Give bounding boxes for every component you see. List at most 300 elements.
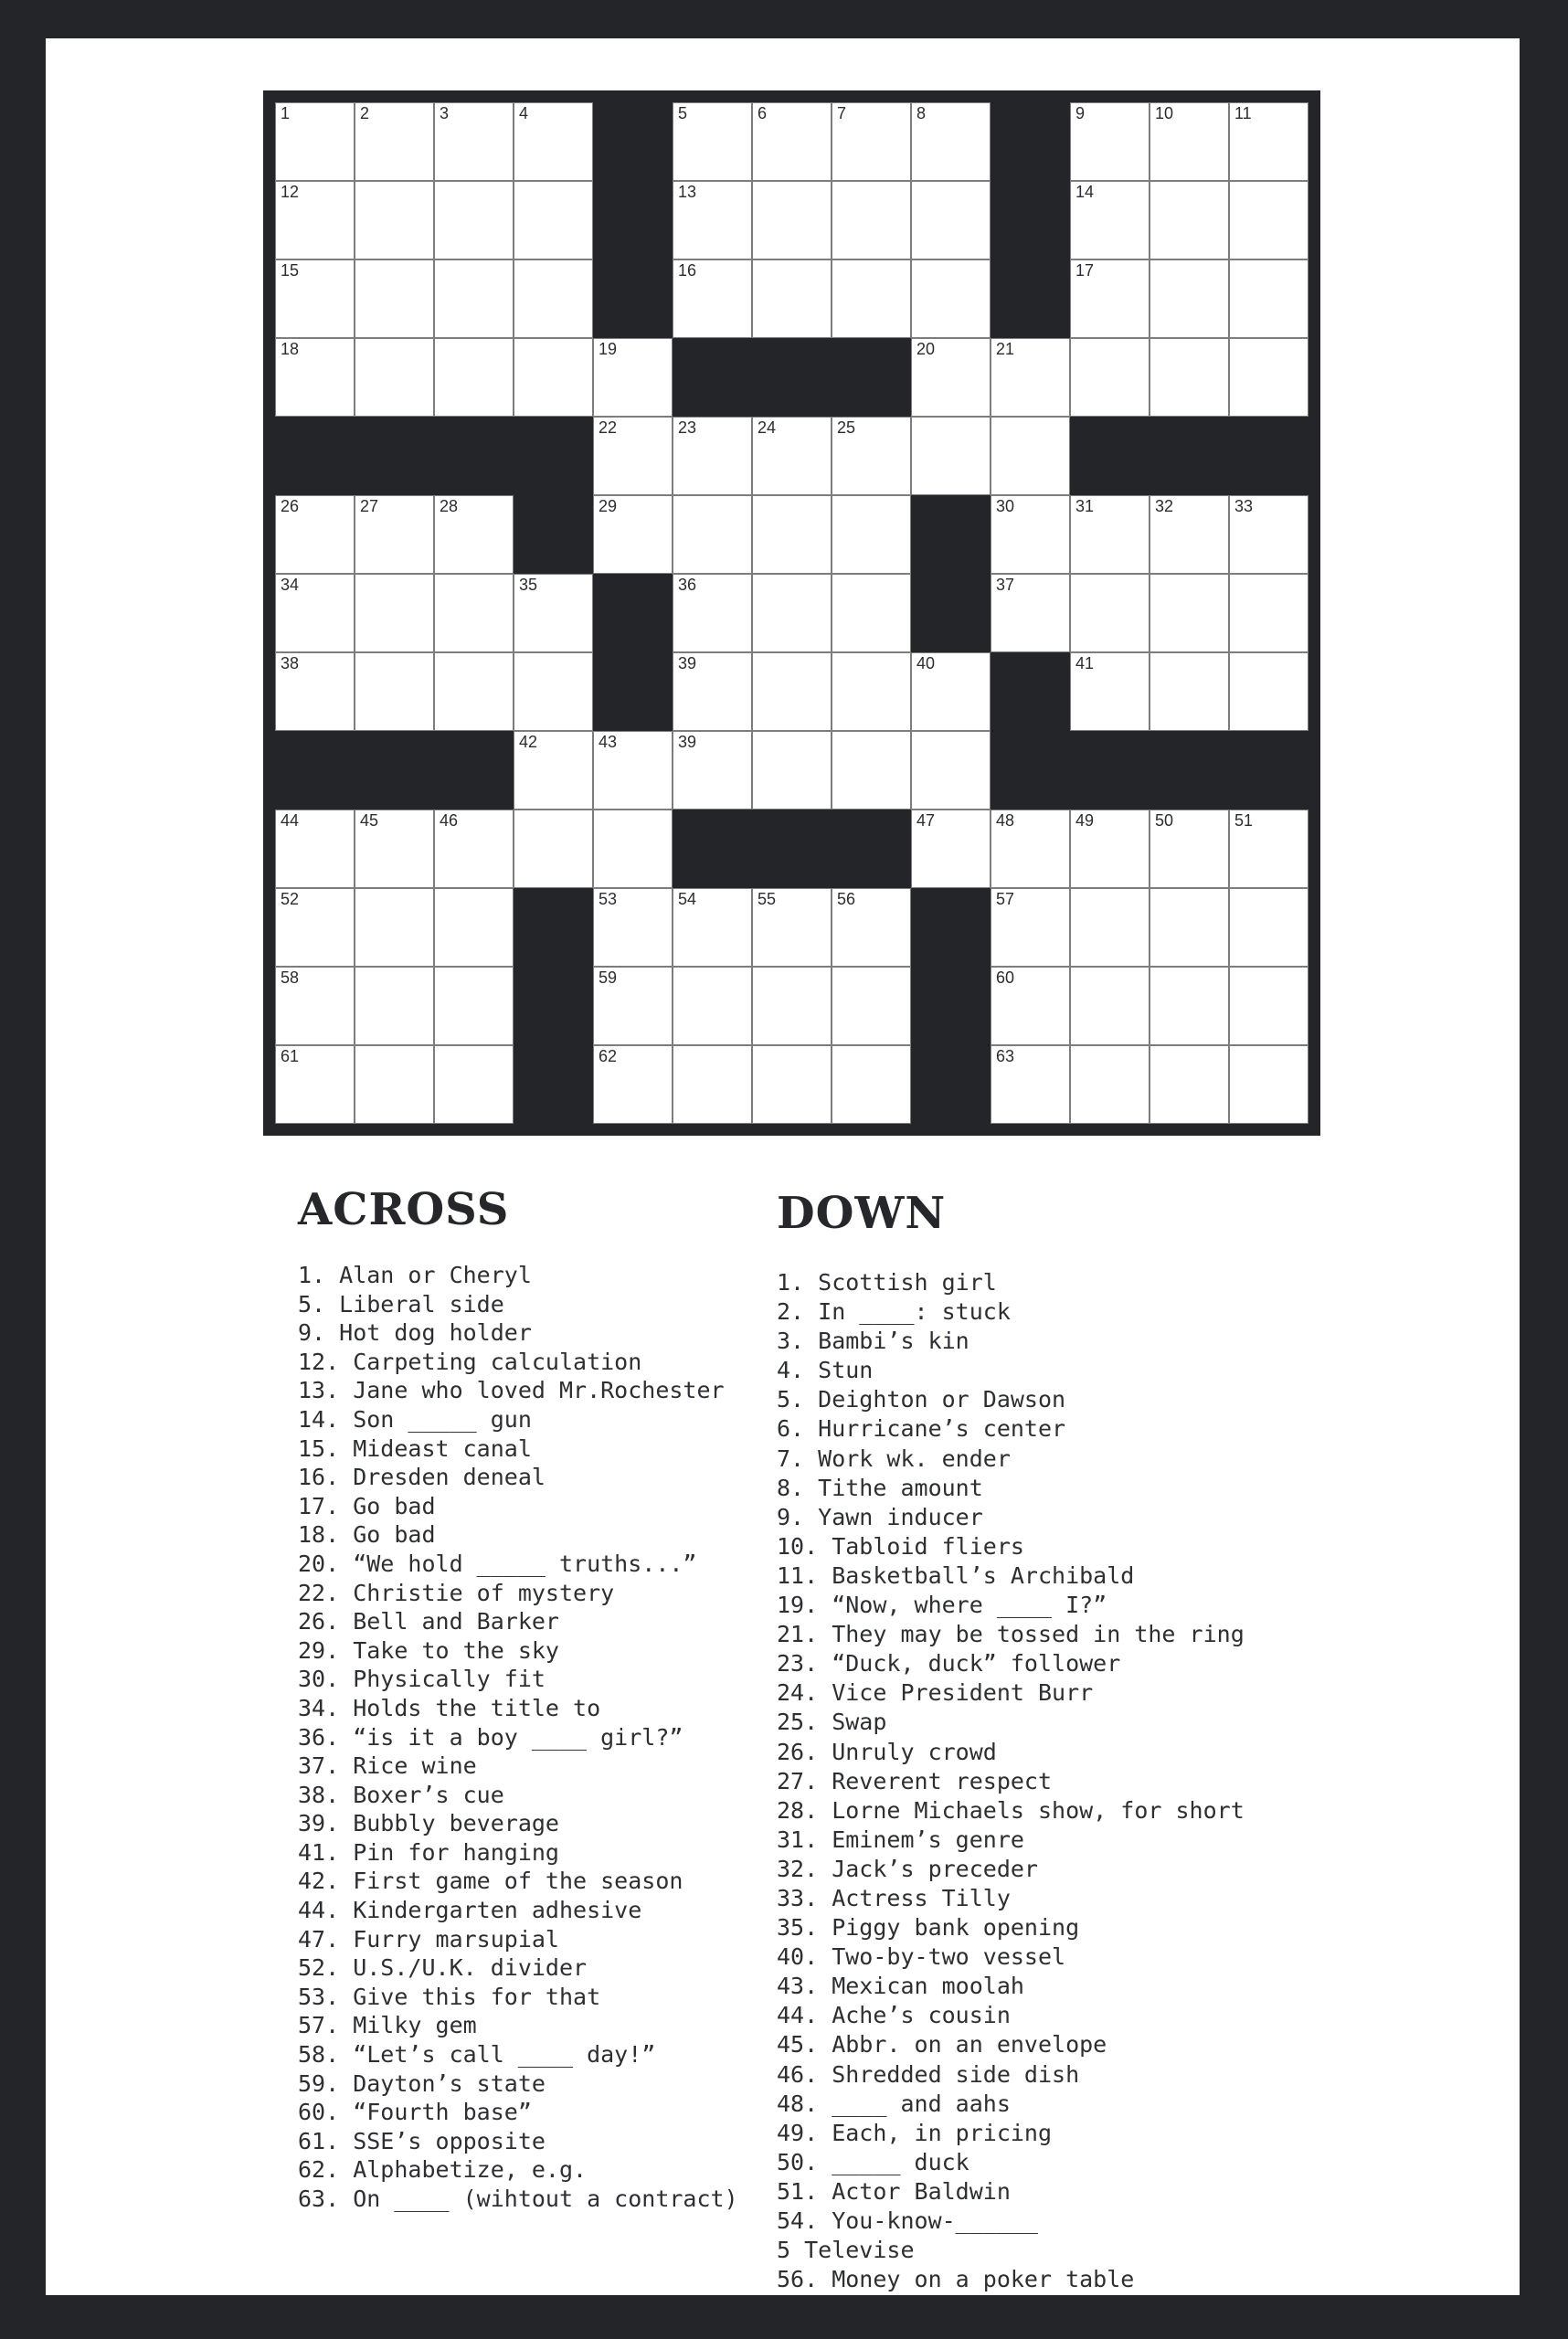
clue-item: 37. Rice wine [298, 1752, 477, 1780]
cell-number: 40 [916, 654, 936, 672]
clue-item: 5. Liberal side [298, 1290, 504, 1318]
clue-item: 57. Milky gem [298, 2012, 477, 2039]
grid-cell[interactable] [991, 417, 1070, 495]
grid-cell[interactable] [673, 574, 752, 652]
clue-item: 17. Go bad [298, 1492, 436, 1519]
clue-item: 45. Abbr. on an envelope [777, 2031, 1107, 2059]
cell-number: 12 [281, 183, 300, 201]
grid-cell[interactable] [1150, 652, 1229, 731]
grid-cell-black [911, 967, 991, 1045]
grid-cell-black [991, 731, 1070, 810]
grid-cell[interactable] [752, 495, 832, 574]
grid-cell[interactable] [673, 888, 752, 967]
grid-cell[interactable] [752, 967, 832, 1045]
grid-cell-black [1229, 417, 1308, 495]
grid-cell[interactable] [991, 338, 1070, 417]
grid-cell[interactable] [434, 574, 514, 652]
cell-number: 22 [599, 418, 618, 437]
cell-number: 30 [996, 497, 1015, 515]
grid-cell[interactable] [1229, 652, 1308, 731]
clue-item: 48. ____ and aahs [777, 2090, 1011, 2117]
grid-cell[interactable] [514, 652, 593, 731]
clue-item: 63. On ____ (wihtout a contract) [298, 2186, 738, 2212]
clue-item: 62. Alphabetize, e.g. [298, 2156, 588, 2184]
cell-number: 4 [519, 104, 529, 122]
clue-item: 31. Eminem’s genre [777, 1826, 1024, 1853]
grid-cell[interactable] [1229, 495, 1308, 574]
grid-cell[interactable] [593, 1045, 673, 1124]
cell-number: 1 [281, 104, 291, 122]
grid-cell[interactable] [673, 417, 752, 495]
clue-item: 12. Carpeting calculation [298, 1348, 642, 1375]
grid-cell[interactable] [1070, 338, 1150, 417]
grid-cell[interactable] [991, 1045, 1070, 1124]
grid-cell[interactable] [911, 652, 991, 731]
clue-item: 54. You-know-______ [777, 2207, 1038, 2234]
grid-cell[interactable] [434, 495, 514, 574]
grid-cell[interactable] [514, 102, 593, 181]
grid-cell[interactable] [752, 888, 832, 967]
clue-item: 14. Son _____ gun [298, 1405, 532, 1433]
grid-cell-black [673, 338, 752, 417]
cell-number: 17 [1075, 261, 1095, 280]
grid-cell-black [275, 731, 355, 810]
grid-cell[interactable] [752, 1045, 832, 1124]
grid-cell[interactable] [832, 967, 911, 1045]
grid-cell[interactable] [275, 888, 355, 967]
grid-cell[interactable] [832, 652, 911, 731]
clue-item: 51. Actor Baldwin [777, 2177, 1011, 2205]
clue-item: 10. Tabloid fliers [777, 1532, 1024, 1560]
grid-cell[interactable] [991, 574, 1070, 652]
clue-item: 2. In ____: stuck [777, 1298, 1011, 1326]
grid-cell-black [593, 259, 673, 338]
cell-number: 39 [678, 733, 697, 751]
cell-number: 46 [440, 811, 459, 830]
grid-cell-black [514, 417, 593, 495]
grid-cell[interactable] [355, 574, 434, 652]
grid-cell[interactable] [673, 495, 752, 574]
cell-number: 5 [678, 104, 688, 122]
cell-number: 21 [996, 340, 1015, 358]
grid-cell-black [911, 574, 991, 652]
grid-cell[interactable] [275, 810, 355, 888]
grid-cell[interactable] [832, 102, 911, 181]
cell-number: 60 [996, 968, 1015, 987]
grid-cell[interactable] [991, 967, 1070, 1045]
grid-cell[interactable] [275, 652, 355, 731]
cell-number: 63 [996, 1047, 1015, 1065]
clue-item: 27. Reverent respect [777, 1767, 1053, 1794]
grid-cell[interactable] [355, 181, 434, 259]
grid-cell[interactable] [434, 967, 514, 1045]
grid-cell[interactable] [832, 259, 911, 338]
cell-number: 28 [440, 497, 459, 515]
grid-cell[interactable] [673, 731, 752, 810]
cell-number: 54 [678, 890, 697, 908]
cell-number: 2 [360, 104, 370, 122]
grid-cell[interactable] [1150, 102, 1229, 181]
cell-number: 56 [837, 890, 856, 908]
grid-cell-black [991, 102, 1070, 181]
grid-cell[interactable] [832, 181, 911, 259]
cell-number: 3 [440, 104, 450, 122]
grid-cell-black [832, 338, 911, 417]
grid-cell-black [355, 731, 434, 810]
grid-cell[interactable] [673, 1045, 752, 1124]
grid-cell[interactable] [514, 338, 593, 417]
clue-item: 9. Yawn inducer [777, 1503, 983, 1530]
cell-number: 11 [1234, 104, 1252, 122]
grid-cell-black [593, 102, 673, 181]
clue-item: 26. Bell and Barker [298, 1608, 559, 1635]
cell-number: 62 [599, 1047, 618, 1065]
grid-cell[interactable] [1150, 259, 1229, 338]
grid-cell[interactable] [752, 574, 832, 652]
cell-number: 20 [916, 340, 936, 358]
grid-cell[interactable] [752, 102, 832, 181]
grid-cell[interactable] [275, 181, 355, 259]
cell-number: 35 [519, 576, 538, 594]
clue-item: 58. “Let’s call ____ day!” [298, 2041, 656, 2069]
cell-number: 38 [281, 654, 300, 672]
grid-cell-black [355, 417, 434, 495]
clue-item: 8. Tithe amount [777, 1474, 983, 1501]
grid-cell[interactable] [832, 1045, 911, 1124]
clue-item: 28. Lorne Michaels show, for short [777, 1796, 1245, 1824]
grid-cell[interactable] [355, 888, 434, 967]
grid-cell[interactable] [752, 181, 832, 259]
cell-number: 9 [1075, 104, 1086, 122]
cell-number: 47 [916, 811, 936, 830]
grid-cell[interactable] [991, 888, 1070, 967]
grid-cell[interactable] [911, 810, 991, 888]
down-clue-list [777, 1268, 1307, 2294]
cell-number: 34 [281, 576, 300, 594]
clue-item: 44. Kindergarten adhesive [298, 1897, 642, 1924]
grid-cell[interactable] [1150, 888, 1229, 967]
grid-cell[interactable] [434, 810, 514, 888]
across-clues-section [298, 1182, 773, 2214]
clue-item: 21. They may be tossed in the ring [777, 1621, 1245, 1648]
grid-cell-black [911, 888, 991, 967]
clue-item: 42. First game of the season [298, 1868, 683, 1895]
clue-item: 36. “is it a boy ____ girl?” [298, 1723, 683, 1751]
grid-cell[interactable] [514, 731, 593, 810]
grid-cell[interactable] [1070, 181, 1150, 259]
grid-cell[interactable] [275, 259, 355, 338]
grid-cell[interactable] [1150, 574, 1229, 652]
grid-cell[interactable] [752, 652, 832, 731]
grid-cell[interactable] [1229, 574, 1308, 652]
grid-cell[interactable] [1070, 810, 1150, 888]
clue-item: 53. Give this for that [298, 1983, 601, 2010]
clue-item: 11. Basketball’s Archibald [777, 1561, 1135, 1589]
grid-cell[interactable] [832, 731, 911, 810]
grid-cell-black [911, 495, 991, 574]
grid-cell[interactable] [275, 967, 355, 1045]
grid-cell[interactable] [911, 102, 991, 181]
cell-number: 49 [1075, 811, 1095, 830]
grid-cell[interactable] [593, 495, 673, 574]
grid-cell[interactable] [355, 338, 434, 417]
grid-cell[interactable] [355, 967, 434, 1045]
grid-cell[interactable] [355, 102, 434, 181]
clue-item: 52. U.S./U.K. divider [298, 1954, 588, 1982]
grid-cell[interactable] [514, 810, 593, 888]
clue-item: 20. “We hold _____ truths...” [298, 1550, 697, 1577]
grid-cell[interactable] [1229, 181, 1308, 259]
cell-number: 61 [281, 1047, 300, 1065]
grid-cell-black [1150, 417, 1229, 495]
crossword-grid-cells [275, 102, 1308, 1124]
grid-cell-black [514, 967, 593, 1045]
grid-cell[interactable] [673, 259, 752, 338]
grid-cell[interactable] [593, 417, 673, 495]
clue-item: 30. Physically fit [298, 1666, 546, 1693]
grid-cell[interactable] [593, 731, 673, 810]
grid-cell[interactable] [1229, 967, 1308, 1045]
grid-cell-black [1070, 731, 1150, 810]
grid-cell[interactable] [1070, 1045, 1150, 1124]
cell-number: 8 [916, 104, 927, 122]
clue-item: 24. Vice President Burr [777, 1679, 1094, 1707]
grid-cell[interactable] [1150, 338, 1229, 417]
clue-item: 22. Christie of mystery [298, 1579, 615, 1606]
grid-cell[interactable] [1229, 259, 1308, 338]
clue-item: 29. Take to the sky [298, 1636, 559, 1664]
clue-item: 39. Bubbly beverage [298, 1810, 559, 1837]
clue-item: 34. Holds the title to [298, 1694, 601, 1721]
grid-cell[interactable] [911, 417, 991, 495]
grid-cell[interactable] [434, 652, 514, 731]
grid-cell[interactable] [275, 338, 355, 417]
grid-cell-black [514, 888, 593, 967]
grid-cell-black [593, 574, 673, 652]
grid-cell[interactable] [673, 652, 752, 731]
grid-cell[interactable] [355, 652, 434, 731]
cell-number: 33 [1234, 497, 1254, 515]
clue-item: 16. Dresden deneal [298, 1464, 546, 1491]
cell-number: 7 [837, 104, 847, 122]
cell-number: 53 [599, 890, 618, 908]
grid-cell[interactable] [752, 417, 832, 495]
grid-cell[interactable] [355, 1045, 434, 1124]
grid-cell-black [991, 259, 1070, 338]
clue-item: 5. Deighton or Dawson [777, 1386, 1066, 1413]
grid-cell-black [1150, 731, 1229, 810]
cell-number: 39 [678, 654, 697, 672]
grid-cell[interactable] [1229, 102, 1308, 181]
cell-number: 50 [1155, 811, 1174, 830]
clue-item: 26. Unruly crowd [777, 1738, 997, 1765]
grid-cell[interactable] [673, 102, 752, 181]
cell-number: 48 [996, 811, 1015, 830]
grid-cell-black [1229, 731, 1308, 810]
grid-cell-black [593, 652, 673, 731]
grid-cell[interactable] [1229, 810, 1308, 888]
grid-cell[interactable] [514, 259, 593, 338]
cell-number: 6 [758, 104, 768, 122]
cell-number: 43 [599, 733, 618, 751]
clue-item: 35. Piggy bank opening [777, 1914, 1080, 1942]
grid-cell[interactable] [1150, 810, 1229, 888]
grid-cell[interactable] [991, 495, 1070, 574]
clue-item: 1. Scottish girl [777, 1269, 997, 1296]
grid-cell-black [911, 1045, 991, 1124]
cell-number: 42 [519, 733, 538, 751]
grid-cell[interactable] [1150, 967, 1229, 1045]
clue-item: 46. Shredded side dish [777, 2060, 1080, 2088]
clue-item: 19. “Now, where ____ I?” [777, 1592, 1107, 1619]
grid-cell[interactable] [1070, 888, 1150, 967]
cell-number: 19 [599, 340, 618, 358]
cell-number: 14 [1075, 183, 1095, 201]
grid-cell[interactable] [355, 259, 434, 338]
clue-item: 47. Furry marsupial [298, 1925, 559, 1953]
clue-item: 5 Televise [777, 2237, 915, 2264]
grid-cell[interactable] [1070, 102, 1150, 181]
across-clue-list [298, 1261, 773, 2214]
grid-cell[interactable] [275, 574, 355, 652]
grid-cell-black [991, 181, 1070, 259]
clue-item: 41. Pin for hanging [298, 1838, 559, 1866]
grid-cell[interactable] [434, 259, 514, 338]
grid-cell[interactable] [1070, 574, 1150, 652]
grid-cell-black [514, 1045, 593, 1124]
grid-cell[interactable] [593, 888, 673, 967]
cell-number: 32 [1155, 497, 1174, 515]
clue-item: 15. Mideast canal [298, 1434, 532, 1462]
cell-number: 31 [1075, 497, 1095, 515]
cell-number: 36 [678, 576, 697, 594]
grid-cell[interactable] [514, 574, 593, 652]
grid-cell-black [832, 810, 911, 888]
clue-item: 59. Dayton’s state [298, 2069, 546, 2097]
grid-cell-black [434, 417, 514, 495]
cell-number: 15 [281, 261, 300, 280]
grid-cell[interactable] [1070, 967, 1150, 1045]
grid-cell[interactable] [593, 810, 673, 888]
clue-item: 25. Swap [777, 1709, 887, 1736]
cell-number: 52 [281, 890, 300, 908]
grid-cell[interactable] [1229, 1045, 1308, 1124]
clue-item: 7. Work wk. ender [777, 1445, 1011, 1472]
grid-cell[interactable] [434, 888, 514, 967]
clue-item: 1. Alan or Cheryl [298, 1262, 532, 1288]
grid-cell[interactable] [275, 1045, 355, 1124]
grid-cell[interactable] [355, 495, 434, 574]
grid-cell[interactable] [593, 967, 673, 1045]
grid-cell-black [991, 652, 1070, 731]
grid-cell[interactable] [832, 888, 911, 967]
grid-cell[interactable] [1229, 338, 1308, 417]
cell-number: 25 [837, 418, 856, 437]
grid-cell[interactable] [1070, 495, 1150, 574]
grid-cell-black [673, 810, 752, 888]
grid-cell[interactable] [434, 102, 514, 181]
cell-number: 57 [996, 890, 1015, 908]
clue-item: 44. Ache’s cousin [777, 2002, 1011, 2029]
grid-cell[interactable] [434, 181, 514, 259]
down-heading: DOWN [777, 1188, 947, 1239]
cell-number: 13 [678, 183, 697, 201]
grid-cell[interactable] [1070, 652, 1150, 731]
clue-item: 43. Mexican moolah [777, 1973, 1024, 2000]
cell-number: 16 [678, 261, 697, 280]
grid-cell[interactable] [1150, 1045, 1229, 1124]
cell-number: 29 [599, 497, 618, 515]
grid-cell[interactable] [1150, 181, 1229, 259]
clue-item: 18. Go bad [298, 1521, 436, 1549]
cell-number: 26 [281, 497, 300, 515]
grid-cell[interactable] [1070, 259, 1150, 338]
crossword-grid [263, 90, 1320, 1136]
clue-item: 6. Hurricane’s center [777, 1415, 1066, 1443]
clue-item: 40. Two-by-two vessel [777, 1943, 1066, 1971]
grid-cell[interactable] [434, 338, 514, 417]
clue-item: 32. Jack’s preceder [777, 1855, 1038, 1882]
grid-cell[interactable] [832, 417, 911, 495]
grid-cell[interactable] [832, 574, 911, 652]
cell-number: 55 [758, 890, 777, 908]
clue-item: 56. Money on a poker table [777, 2266, 1135, 2293]
clue-item: 3. Bambi’s kin [777, 1328, 969, 1355]
cell-number: 59 [599, 968, 618, 987]
grid-cell[interactable] [911, 731, 991, 810]
grid-cell[interactable] [832, 495, 911, 574]
grid-cell[interactable] [911, 259, 991, 338]
cell-number: 27 [360, 497, 379, 515]
cell-number: 24 [758, 418, 777, 437]
clue-item: 38. Boxer’s cue [298, 1781, 504, 1808]
clue-item: 33. Actress Tilly [777, 1884, 1011, 1911]
cell-number: 51 [1234, 811, 1254, 830]
clue-item: 50. _____ duck [777, 2148, 969, 2175]
grid-cell[interactable] [355, 810, 434, 888]
grid-cell[interactable] [752, 259, 832, 338]
grid-cell[interactable] [673, 967, 752, 1045]
grid-cell[interactable] [752, 731, 832, 810]
grid-cell[interactable] [593, 338, 673, 417]
clue-item: 23. “Duck, duck” follower [777, 1650, 1121, 1678]
grid-cell[interactable] [673, 181, 752, 259]
cell-number: 45 [360, 811, 379, 830]
grid-cell[interactable] [1150, 495, 1229, 574]
cell-number: 41 [1075, 654, 1095, 672]
cell-number: 18 [281, 340, 300, 358]
down-clues-section [777, 1186, 1307, 2294]
cell-number: 44 [281, 811, 300, 830]
grid-cell[interactable] [275, 495, 355, 574]
grid-cell-black [434, 731, 514, 810]
grid-cell[interactable] [1229, 888, 1308, 967]
cell-number: 37 [996, 576, 1015, 594]
grid-cell[interactable] [275, 102, 355, 181]
grid-cell[interactable] [991, 810, 1070, 888]
grid-cell[interactable] [514, 181, 593, 259]
grid-cell-black [752, 810, 832, 888]
grid-cell[interactable] [911, 338, 991, 417]
grid-cell-black [275, 417, 355, 495]
cell-number: 58 [281, 968, 300, 987]
grid-cell[interactable] [434, 1045, 514, 1124]
clue-item: 9. Hot dog holder [298, 1319, 532, 1347]
clue-item: 13. Jane who loved Mr.Rochester [298, 1377, 725, 1404]
cell-number: 10 [1155, 104, 1174, 122]
grid-cell-black [593, 181, 673, 259]
grid-cell[interactable] [911, 181, 991, 259]
